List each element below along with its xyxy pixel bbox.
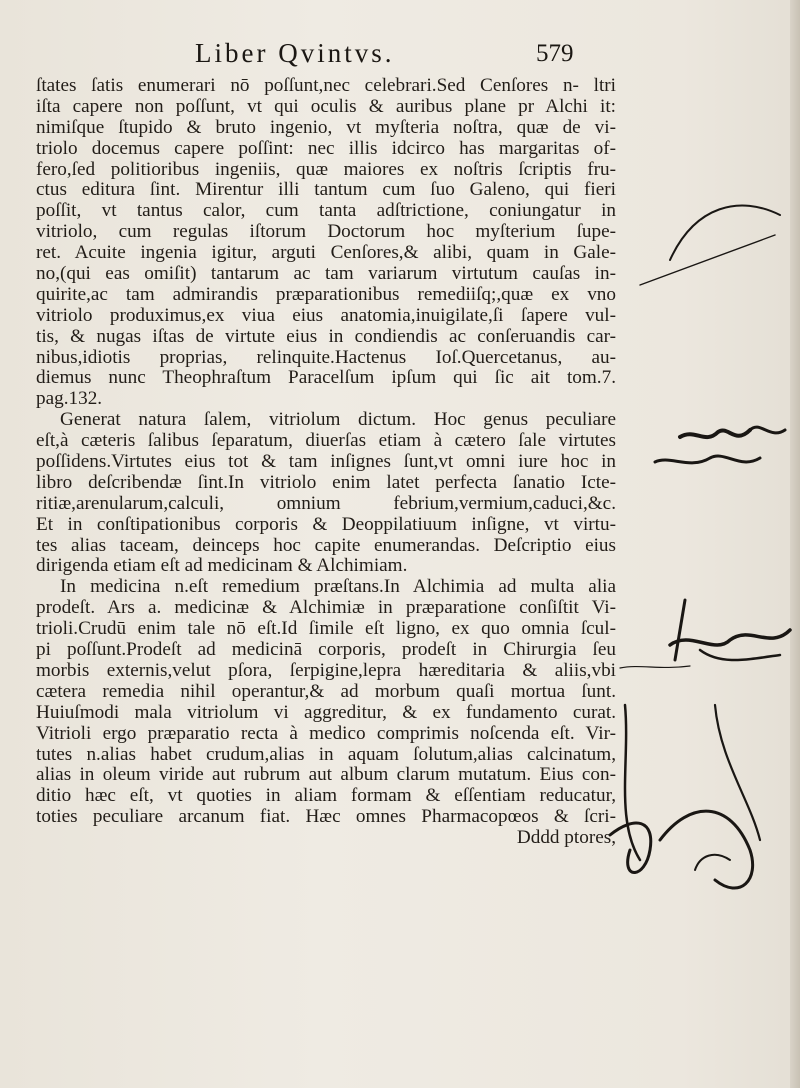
text-line: cætera remedia nihil operantur,& ad morbum quaſi mortua ſunt. (36, 680, 616, 702)
text-line: alias in oleum viride aut rubrum aut album clarum mutatum. Eius con- (36, 764, 616, 786)
text-line: tis, & nugas iſtas de virtute eius in condiendis ac conſeruandis car- (36, 325, 616, 347)
ink-stroke (670, 205, 780, 260)
text-line: triolo docemus capere poſſint: nec illis idcirco has margaritas of- (36, 137, 616, 159)
text-line: ſtates ſatis enumerari nō poſſunt,nec celebrari.Sed Cenſores n- ltri (36, 75, 616, 96)
ink-stroke (655, 456, 760, 463)
running-title: Liber Qvintvs. (195, 38, 395, 68)
ink-stroke (680, 430, 750, 437)
page-number: 579 (536, 40, 574, 67)
ink-stroke (675, 600, 685, 660)
text-line: vitriolo, cum regulas iſtorum Doctorum hoc myſterium ſupe- (36, 221, 616, 243)
text-line: ret. Acuite ingenia igitur, arguti Cenſores,& alibi, quam in Gale- (36, 242, 616, 264)
ink-stroke (640, 235, 775, 285)
text-line: quirite,ac tam admirandis præparationibus remediiſq;,quæ ex vno (36, 283, 616, 305)
text-line: no,(qui eas omiſit) tantarum ac tam variarum virtutum cauſas in- (36, 263, 616, 285)
text-line: In medicina n.eſt remedium præſtans.In Alchimia ad multa alia (60, 576, 616, 598)
ink-stroke (610, 823, 651, 873)
text-line: Huiuſmodi mala vitriolum vi aggreditur, & ex fundamento curat. (36, 701, 616, 723)
text-line: ctus editura ſint. Mirentur illi tantum cum ſuo Galeno, qui fieri (36, 179, 616, 201)
ink-stroke (620, 666, 690, 668)
text-line: prodeſt. Ars a. medicinæ & Alchimiæ in præparatione conſiſtit Vi- (36, 597, 616, 619)
ink-stroke (660, 811, 753, 888)
text-line: Et in conſtipationibus corporis & Deoppilatiuum inſigne, vt virtu- (36, 513, 616, 535)
text-line: dirigenda etiam eſt ad medicinam & Alchimiam. (36, 555, 408, 577)
text-line: libro deſcribendæ ſint.In vitriolo enim latet perfecta ſanatio Icte- (36, 471, 616, 493)
handwritten-margin-annotations (600, 0, 800, 1088)
ink-stroke (695, 855, 730, 870)
text-line: poſſit, vt tantus calor, cum tanta adſtrictione, coniungatur in (36, 200, 616, 222)
text-line: poſſidens.Virtutes eius tot & tam inſignes ſunt,vt omni iure hoc in (36, 451, 616, 473)
ink-stroke (670, 630, 790, 645)
text-line: ritiæ,arenularum,calculi, omnium febrium,vermium,caduci,&c. (36, 492, 616, 514)
text-line: ditio hæc eſt, vt quoties in aliam formam & eſſentiam reducatur, (36, 785, 616, 807)
text-line: iſta capere non poſſunt, vt qui oculis & auribus plane pr Alchi it: (36, 95, 616, 117)
text-line: nibus,idiotis proprias, relinquite.Hactenus Ioſ.Quercetanus, au- (36, 346, 616, 368)
text-line: vitriolo produximus,ex viua eius anatomia,inuigilate,ſi ſapere vul- (36, 304, 616, 326)
text-line: diemus nunc Theophraſtum Paracelſum ipſum qui ſic ait tom.7. (36, 367, 616, 389)
text-line: fero,ſed politioribus ingeniis, quæ maiores ex noſtris ſcriptis fru- (36, 158, 616, 180)
ink-stroke (625, 705, 640, 860)
text-line: pag.132. (36, 388, 103, 410)
text-line: tes alias taceam, deinceps hoc capite enumerandas. Deſcriptio eius (36, 534, 616, 556)
ink-stroke (750, 427, 785, 433)
ink-stroke (700, 650, 780, 660)
body-text (36, 76, 616, 849)
text-line: Generat natura ſalem, vitriolum dictum. Hoc genus peculiare (60, 409, 616, 431)
text-line: eſt,à cæteris ſalibus ſeparatum, diuerſas etiam à cætero ſale virtutes (36, 430, 616, 452)
text-line: pi poſſunt.Prodeſt ad medicinā corporis, prodeſt in Chirurgia ſeu (36, 639, 616, 661)
text-line: trioli.Crudū enim tale nō eſt.Id ſimile eſt ligno, ex quo omnia ſcul- (36, 618, 616, 640)
ink-stroke (715, 705, 760, 840)
text-line: tutes n.alias habet crudum,alias in aquam ſolutum,alias calcinatum, (36, 743, 616, 765)
text-line: Vitrioli ergo præparatio recta à medico comprimis noſcenda eſt. Vir- (36, 722, 616, 744)
signature-catchword-line: Dddd ptores, (516, 827, 616, 849)
text-line: nimiſque ſtupido & bruto ingenio, vt myſteria noſtra, quæ de vi- (36, 116, 616, 138)
text-line: toties peculiare arcanum fiat. Hæc omnes Pharmacopœos & ſcri- (36, 806, 616, 828)
text-line: morbis externis,velut pſora, ſerpigine,lepra hæreditaria & aliis,vbi (36, 659, 616, 681)
